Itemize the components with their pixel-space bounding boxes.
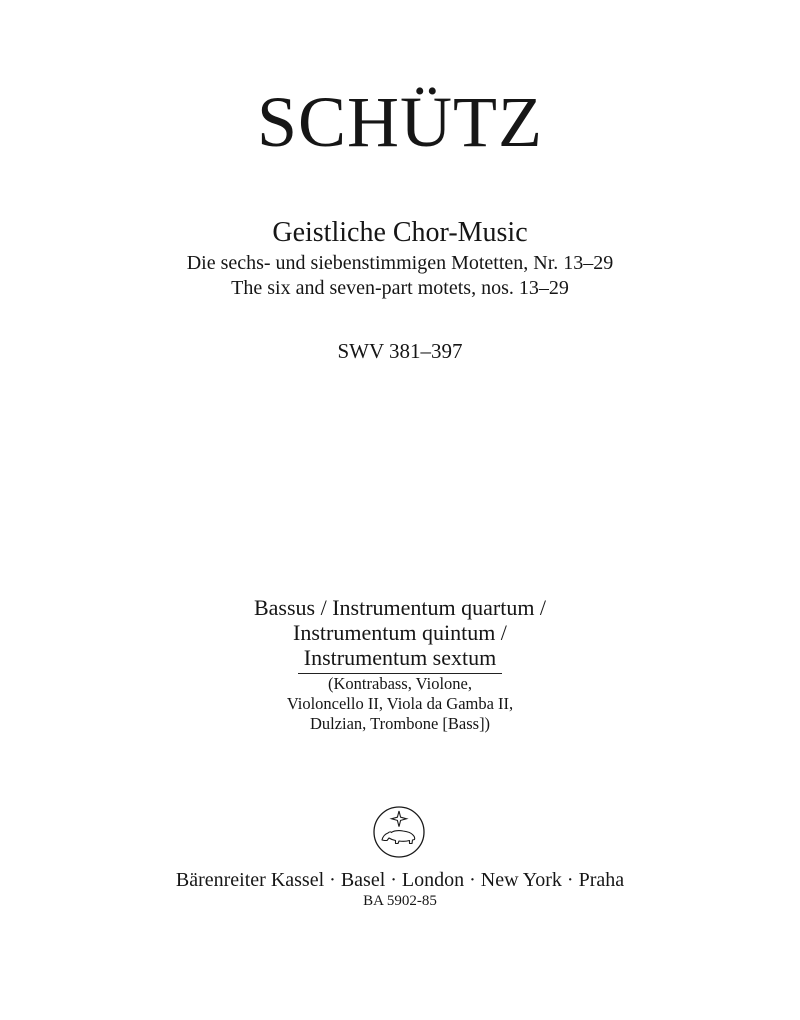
part-line-3-text: Instrumentum sextum [298, 645, 502, 674]
instrument-line: Dulzian, Trombone [Bass]) [309, 714, 491, 733]
subtitle-english: The six and seven-part motets, nos. 13–29 [231, 277, 569, 299]
work-title: Geistliche Chor-Music [272, 217, 528, 248]
catalogue-number: SWV 381–397 [337, 339, 463, 363]
part-line-2: Instrumentum quintum / [293, 620, 507, 645]
publisher-line: Bärenreiter Kassel · Basel · London · New York · Praha [175, 869, 625, 891]
instrument-line: (Kontrabass, Violone, [328, 674, 472, 693]
part-line-1: Bassus / Instrumentum quartum / [253, 595, 547, 620]
publisher-logo-icon [372, 805, 426, 859]
subtitle-german: Die sechs- und siebenstimmigen Motetten, Nr. 13–29 [186, 252, 614, 274]
part-line-3 [0, 645, 800, 674]
instrument-line: Violoncello II, Viola da Gamba II, [286, 694, 514, 713]
edition-number: BA 5902-85 [363, 893, 437, 909]
composer-name: SCHÜTZ [256, 82, 544, 162]
